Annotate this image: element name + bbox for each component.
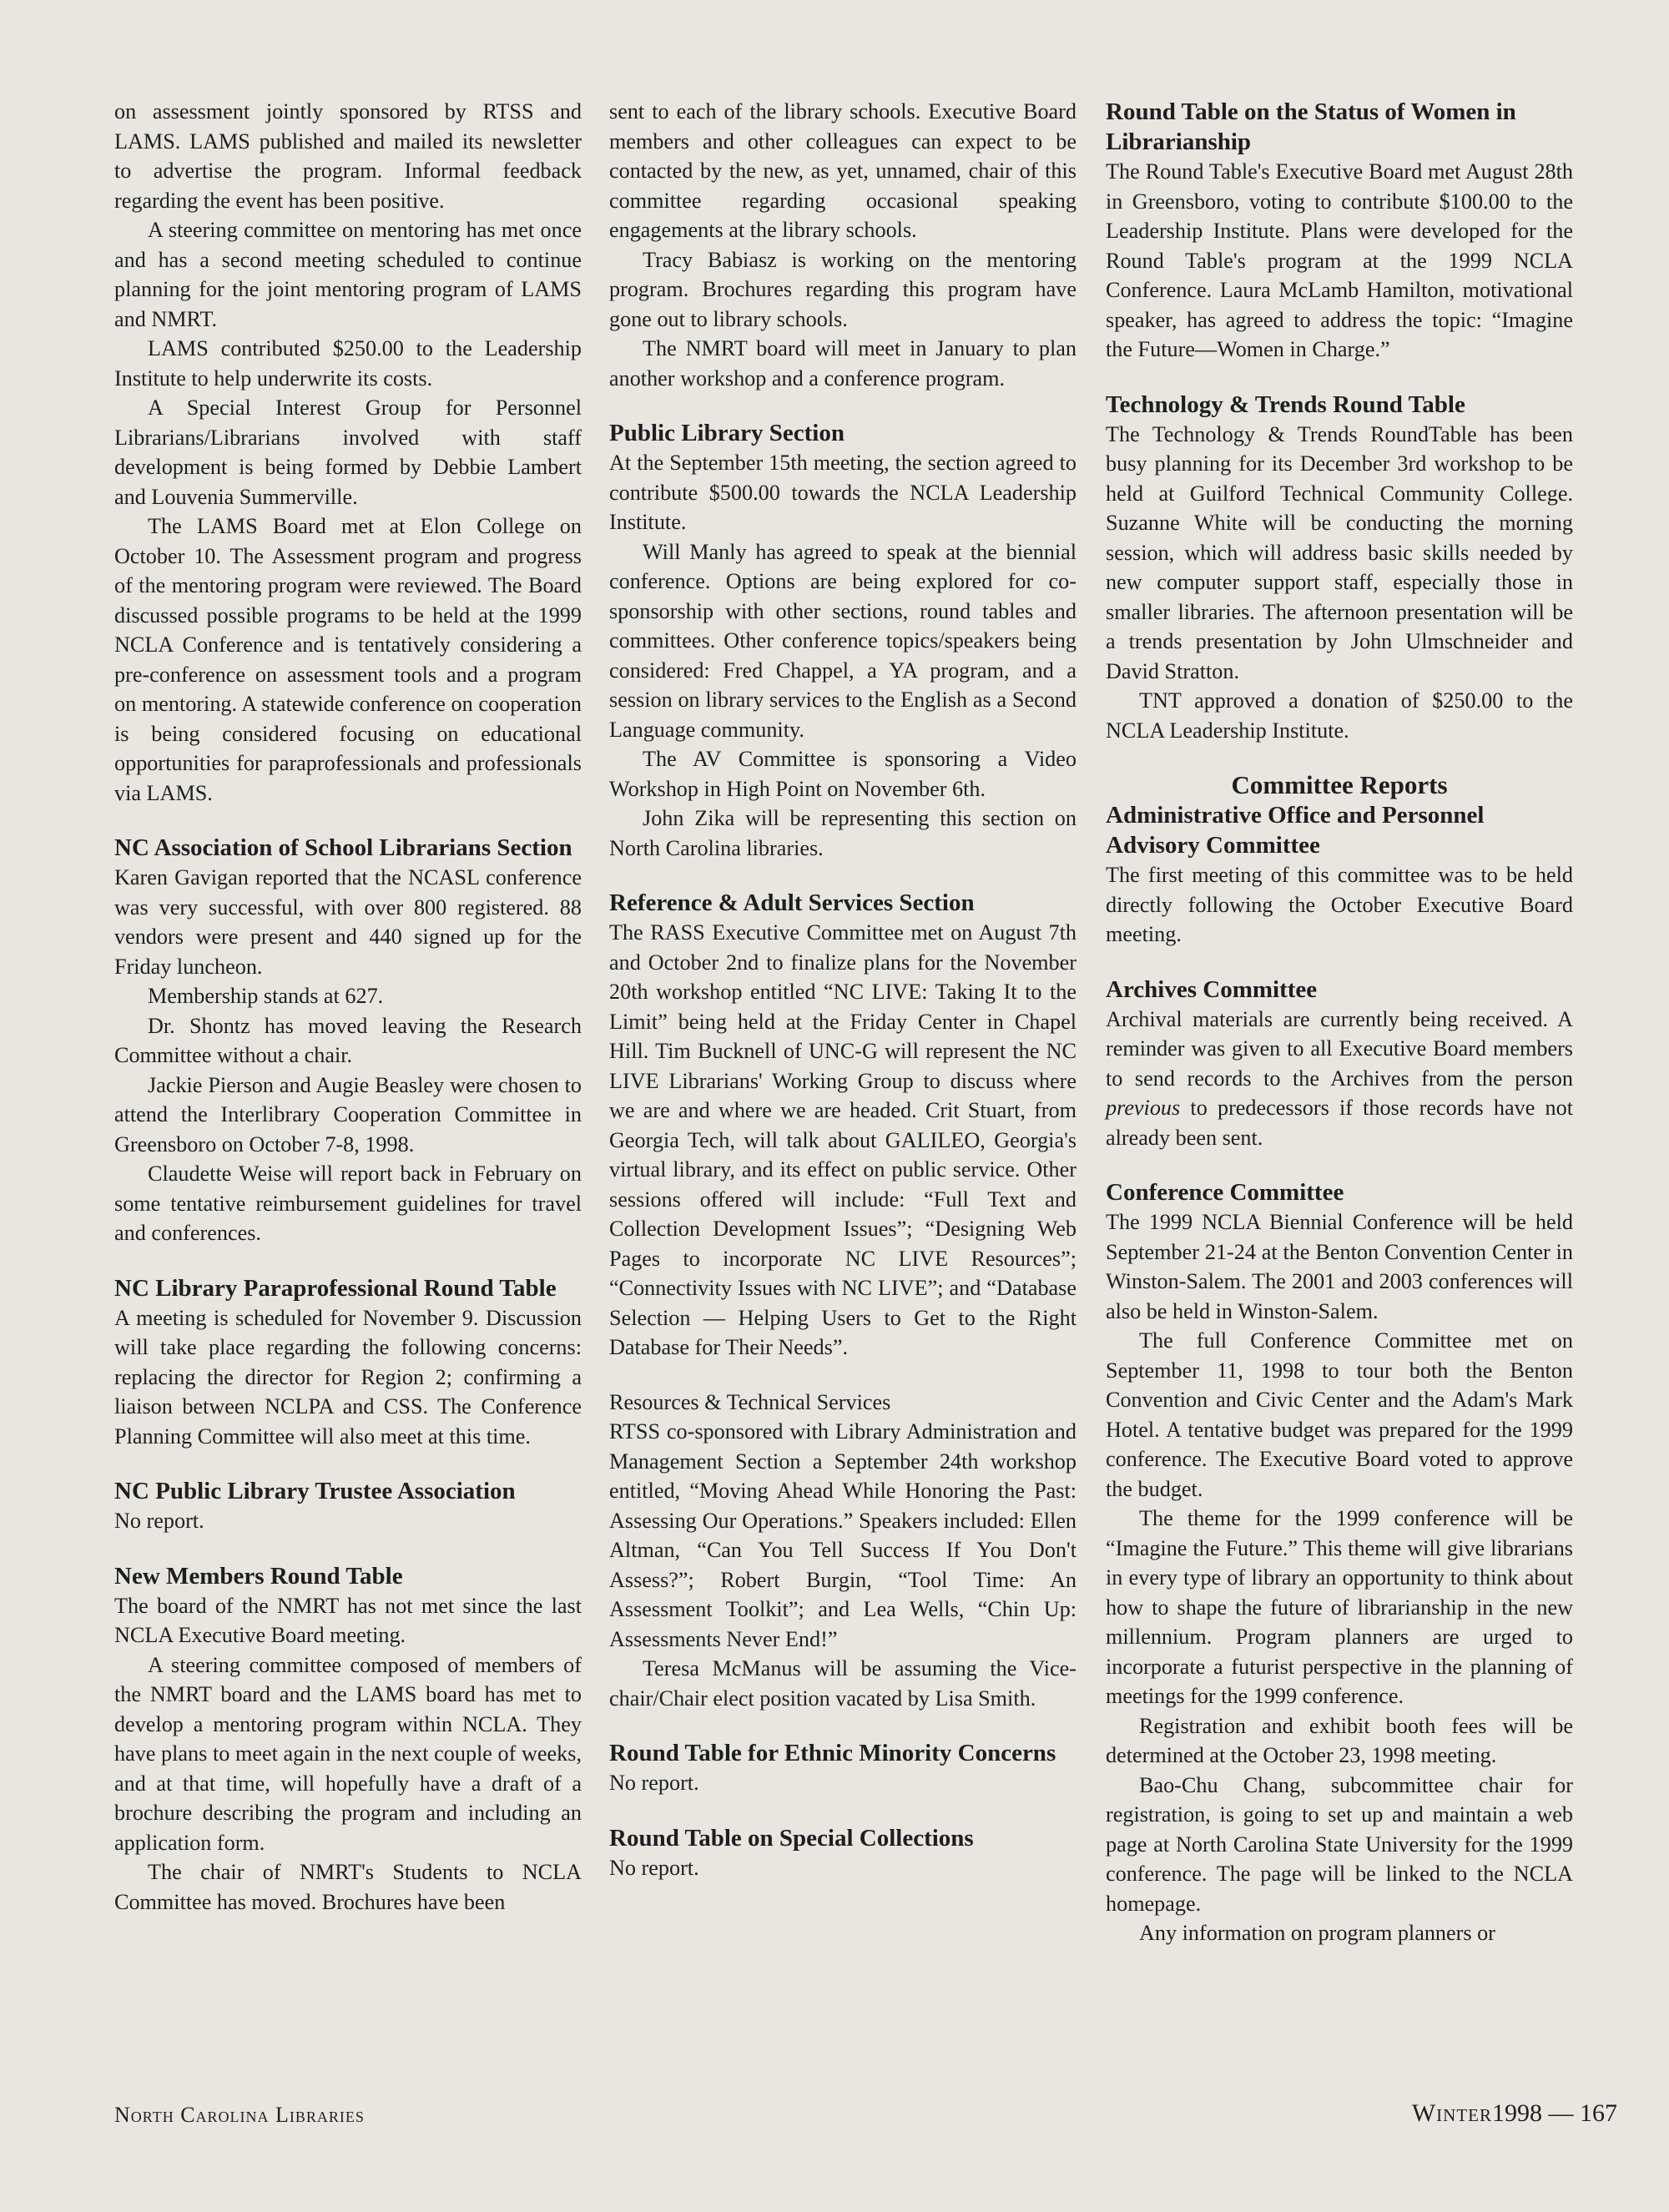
paragraph: A steering committee on mentoring has met once and has a second meeting scheduled to continue planning for the joint mentoring program of LAMS and NMRT. [114,218,582,331]
paragraph: RTSS co-sponsored with Library Administration and Management Section a September 24th workshop entitled, “Moving Ahead While Honoring the Past: Assessing Our Operations.” Speakers included: Ellen Altman, “Can You Tell Success If You Don't Assess?”; Robert Burgin, “Tool Time: An Assessment Toolkit”; and Lea Wells, “Chin Up: Assessments Never End!” [609,1419,1077,1651]
paragraph: sent to each of the library schools. Executive Board members and other colleagues can expect to be contacted by the new, as yet, unnamed, chair of this committee regarding occasional speaking engagements at the library schools. [609,99,1077,242]
section-ethnic-minority [609,1738,1077,1798]
paragraph: A steering committee composed of members of the NMRT board and the LAMS board has met to develop a mentoring program within NCLA. They have plans to meet again in the next couple of weeks, and at that time, will hopefully have a draft of a brochure describing the program and including an application form. [114,1652,582,1855]
paragraph: John Zika will be representing this section on North Carolina libraries. [609,806,1077,860]
paragraph: LAMS contributed $250.00 to the Leadership Institute to help underwrite its costs. [114,336,582,391]
lams-continued [114,97,582,808]
section-heading: NC Association of School Librarians Section [114,834,572,861]
paragraph: TNT approved a donation of $250.00 to the NCLA Leadership Institute. [1106,688,1573,743]
paragraph: A Special Interest Group for Personnel Librarians/Librarians involved with staff development is being formed by Debbie Lambert and Louvenia Summerville. [114,396,582,509]
section-conference [1106,1177,1573,1948]
section-status-of-women [1106,97,1573,365]
paragraph: The LAMS Board met at Elon College on October 10. The Assessment program and progress of the mentoring program were reviewed. The Board discussed possible programs to be held at the 1999 NCLA Conference and is tentatively considering a pre-conference on assessment tools and a program on mentoring. A statewide conference on cooperation is being considered focusing on educational opportunities for paraprofessionals and professionals via LAMS. [114,514,582,805]
section-heading: Archives Committee [1106,975,1318,1003]
paragraph: The chair of NMRT's Students to NCLA Committee has moved. Brochures have been [114,1860,582,1914]
section-heading: New Members Round Table [114,1562,403,1590]
issue-season: Winter [1411,2099,1492,2127]
paragraph: Registration and exhibit booth fees will be determined at the October 23, 1998 meeting. [1106,1713,1573,1767]
text-run: to predecessors if those records have not already been sent. [1106,1096,1573,1150]
section-heading: NC Library Paraprofessional Round Table [114,1274,557,1302]
page-number: 167 [1580,2099,1617,2127]
column-1 [114,97,582,1942]
paragraph: on assessment jointly sponsored by RTSS and LAMS. LAMS published and mailed its newsletter to advertise the program. Informal feedback regarding the event has been positive. [114,99,582,213]
section-admin-office [1106,800,1573,950]
paragraph: The board of the NMRT has not met since the last NCLA Executive Board meeting. [114,1593,582,1647]
paragraph: The theme for the 1999 conference will be “Imagine the Future.” This theme will give librarians in every type of library an opportunity to think about how to shape the future of librarianship in the new millennium. Program planners are urged to incorporate a futurist perspective in the planning of meetings for the 1999 conference. [1106,1506,1573,1708]
paragraph: Jackie Pierson and Augie Beasley were chosen to attend the Interlibrary Cooperation Committee in Greensboro on October 7-8, 1998. [114,1072,582,1156]
committee-reports-heading: Committee Reports [1231,770,1448,799]
paragraph: No report. [609,1771,699,1795]
section-technology-trends [1106,390,1573,746]
section-public-library [609,418,1077,863]
column-2 [609,97,1077,1907]
paragraph: The Technology & Trends RoundTable has been busy planning for its December 3rd workshop to be held at Guilford Technical Community College. Suzanne White will be conducting the morning session, which will address basic skills needed by new computer support staff, especially those in smaller libraries. The afternoon presentation will be a trends presentation by John Ulmschneider and David Stratton. [1106,421,1573,683]
publication-name: North Carolina Libraries [114,2103,365,2127]
section-heading: Technology & Trends Round Table [1106,391,1465,418]
paragraph: Teresa McManus will be assuming the Vice-chair/Chair elect position vacated by Lisa Smith. [609,1656,1077,1711]
section-archives [1106,975,1573,1153]
paragraph: Bao-Chu Chang, subcommittee chair for registration, is going to set up and maintain a web page at North Carolina State University for the 1999 conference. The page will be linked to the NCLA homepage. [1106,1772,1573,1916]
section-heading: Conference Committee [1106,1179,1344,1206]
section-heading: NC Public Library Trustee Association [114,1478,516,1504]
section-nclpa [114,1273,582,1452]
paragraph: No report. [114,1509,204,1533]
paragraph: The 1999 NCLA Biennial Conference will be held September 21-24 at the Benton Convention Center in Winston-Salem. The 2001 and 2003 conferences will also be held in Winston-Salem. [1106,1210,1573,1323]
paragraph: Dr. Shontz has moved leaving the Research Committee without a chair. [114,1013,582,1067]
paragraph: The AV Committee is sponsoring a Video Workshop in High Point on November 6th. [609,747,1077,801]
paragraph: The first meeting of this committee was to be held directly following the October Executive Board meeting. [1106,863,1573,946]
page-footer [1412,2099,1617,2128]
paragraph: Any information on program planners or [1139,1921,1495,1945]
section-special-collections [609,1823,1077,1883]
section-heading: Round Table for Ethnic Minority Concerns [609,1740,1056,1766]
section-rtss [609,1388,1077,1714]
section-heading: Resources & Technical Services [609,1389,891,1414]
section-heading: Administrative Office and Personnel Advisory Committee [1106,802,1485,859]
section-ncasl [114,833,582,1248]
issue-year: 1998 [1492,2099,1542,2127]
paragraph: Tracy Babiasz is working on the mentoring program. Brochures regarding this program have gone out to library schools. [609,247,1077,331]
paragraph: The RASS Executive Committee met on August 7th and October 2nd to finalize plans for the November 20th workshop entitled “NC LIVE: Taking It to the Limit” being held at the Friday Center in Chapel Hill. Tim Bucknell of UNC-G will represent the NC LIVE Librarians' Working Group to discuss where we are and where we are headed. Crit Stuart, from Georgia Tech, will talk about GALILEO, Georgia's virtual library, and its effect on public service. Other sessions offered will include: “Full Text and Collection Development Issues”; “Designing Web Pages to incorporate NC LIVE Resources”; “Connectivity Issues with NC LIVE”; and “Database Selection — Helping Users to Get to the Right Database for Their Needs”. [609,920,1077,1359]
paragraph: The full Conference Committee met on September 11, 1998 to tour both the Benton Convention and Civic Center and the Adam's Mark Hotel. A tentative budget was prepared for the 1999 conference. The Executive Board voted to approve the budget. [1106,1328,1573,1501]
section-trustee [114,1476,582,1536]
footer-separator: — [1548,2099,1574,2127]
section-nmrt [114,1561,582,1917]
paragraph: A meeting is scheduled for November 9. Discussion will take place regarding the following concerns: replacing the director for Region 2; confirming a liaison between NCLPA and CSS. The Conference Planning Committee will also meet at this time. [114,1305,582,1449]
emphasis: previous [1106,1096,1181,1120]
text-run: Archival materials are currently being received. A reminder was given to all Executive Board members to send records to the Archives from the person [1106,1006,1573,1091]
paragraph [1106,1005,1573,1153]
nmrt-continued [609,97,1077,393]
section-heading: Round Table on Special Collections [609,1824,974,1852]
paragraph: The NMRT board will meet in January to plan another workshop and a conference program. [609,336,1077,391]
paragraph: Claudette Weise will report back in February on some tentative reimbursement guidelines for travel and conferences. [114,1161,582,1245]
section-heading: Reference & Adult Services Section [609,889,975,916]
paragraph: No report. [609,1855,699,1880]
section-rass [609,888,1077,1363]
column-3 [1106,97,1573,1973]
paragraph: Karen Gavigan reported that the NCASL conference was very successful, with over 800 registered. 88 vendors were present and 440 signed up for the Friday luncheon. [114,865,582,979]
paragraph: The Round Table's Executive Board met August 28th in Greensboro, voting to contribute $100.00 to the Leadership Institute. Plans were developed for the Round Table's program at the 1999 NCLA Conference. Laura McLamb Hamilton, motivational speaker, has agreed to address the topic: “Imagine the Future—Women in Charge.” [1106,159,1573,361]
paragraph: At the September 15th meeting, the section agreed to contribute $500.00 towards the NCLA Leadership Institute. [609,451,1077,534]
section-heading: Round Table on the Status of Women in Librarianship [1106,98,1516,155]
section-heading: Public Library Section [609,420,845,446]
paragraph: Will Manly has agreed to speak at the biennial conference. Options are being explored for co-sponsorship with other sections, round tables and committees. Other conference topics/speakers being considered: Fred Chappel, a YA program, and a session on library services to the English as a Second Language community. [609,539,1077,742]
paragraph: Membership stands at 627. [148,984,384,1008]
